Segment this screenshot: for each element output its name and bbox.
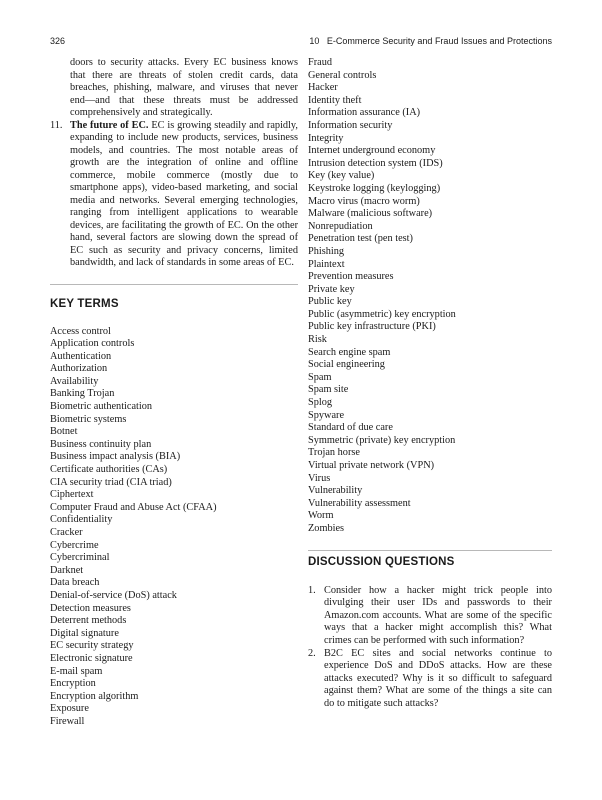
key-term: Public (asymmetric) key encryption [308,308,456,320]
key-term: General controls [308,69,377,81]
key-term: Exposure [50,703,89,715]
key-term: Social engineering [308,359,385,371]
key-term: Banking Trojan [50,388,115,400]
key-term: Public key [308,296,352,308]
key-term: Encryption algorithm [50,690,139,702]
key-term: Information security [308,119,393,131]
key-term: CIA security triad (CIA triad) [50,476,172,488]
question-number: 2. [308,647,316,659]
key-term: Macro virus (macro worm) [308,195,420,207]
key-term: Ciphertext [50,489,94,501]
key-term: Risk [308,334,327,346]
key-term: Business continuity plan [50,438,152,450]
key-terms-heading: KEY TERMS [50,297,119,310]
key-term: Availability [50,375,99,387]
key-term: Denial-of-service (DoS) attack [50,589,177,601]
key-term: Data breach [50,577,100,589]
page-header [50,36,552,50]
key-term: Digital signature [50,627,119,639]
key-term: Biometric authentication [50,401,153,413]
key-term: Standard of due care [308,422,393,434]
key-term: Virus [308,472,331,484]
key-term: Splog [308,397,333,409]
key-term: Biometric systems [50,413,127,425]
question-text: B2C EC sites and social networks continue to experience DoS and DDoS attacks. How are these attacks executed? Why is it so difficult to safeguard against them? What are some of the things a site can do to mitigate such attacks? [324,647,552,709]
key-term: Fraud [308,57,333,68]
item-text: EC is growing steadily and rapidly, expanding to include new products, services, business models, and countries. The most notable areas of growth are the integration of online and offline commerce, mobile commerce (mostly due to smartphone apps), video-based marketing, and social media and networks. Several emerging technologies, ranging from intelligent applications to wearable devices, are facilitating the growth of EC. On the other hand, several factors are slowing down the spread of EC such as security and privacy concerns, limited bandwidth, and lack of standards in some areas of EC. [70,119,298,268]
key-term: Botnet [50,426,78,438]
key-term: Cracker [50,527,83,538]
key-term: Keystroke logging (keylogging) [308,182,441,194]
key-term: Deterrent methods [50,615,127,627]
key-term: Application controls [50,338,135,350]
key-term: Information assurance (IA) [308,107,421,119]
discussion-questions-list [308,585,552,711]
question-text: Consider how a hacker might trick people into divulging their user IDs and passwords to their Amazon.com accounts. What are some of the specific ways that a hacker might accomplish this? What crimes can be performed with such information? [324,584,552,646]
key-term: Vulnerability assessment [308,497,411,509]
key-term: Electronic signature [50,652,133,664]
key-term: Public key infrastructure (PKI) [308,321,436,333]
key-term: EC security strategy [50,640,134,652]
item-body [70,120,298,270]
continued-paragraph: doors to security attacks. Every EC business knows that there are threats of stolen credit cards, data breaches, phishing, malware, and viruses that never end—and that these threats must be addressed comprehensively and strategically. [70,57,298,118]
key-term: Nonrepudiation [308,220,373,232]
key-term: Key (key value) [308,170,375,182]
key-term: Vulnerability [308,485,363,497]
key-term: Private key [308,283,355,295]
key-term: Symmetric (private) key encryption [308,434,456,446]
key-term: Zombies [308,522,345,534]
discussion-question [308,648,552,711]
key-term: Plaintext [308,258,345,270]
key-term: Confidentiality [50,514,113,526]
key-term: Firewall [50,715,85,727]
key-term: Computer Fraud and Abuse Act (CFAA) [50,501,217,513]
key-term: Authorization [50,363,108,375]
discussion-question [308,585,552,648]
key-term: Spyware [308,409,345,421]
key-term: Search engine spam [308,346,391,358]
key-term: Identity theft [308,94,362,106]
key-term: Worm [308,510,334,522]
key-terms-list-left [50,326,298,729]
key-term: Detection measures [50,602,131,614]
section-divider [308,550,552,551]
key-term: Spam [308,371,332,383]
key-term: Cybercriminal [50,552,110,564]
key-term: Certificate authorities (CAs) [50,464,168,476]
key-term: E-mail spam [50,665,103,677]
key-term: Spam site [308,384,349,396]
key-term: Prevention measures [308,271,394,283]
left-column [50,57,298,729]
key-term: Authentication [50,350,112,362]
page-number: 326 [50,36,66,46]
item-title: The future of EC. [70,119,149,131]
key-term: Virtual private network (VPN) [308,460,435,471]
key-term: Business impact analysis (BIA) [50,451,181,463]
key-terms-list-right [308,57,552,536]
item-number: 11. [50,119,63,131]
discussion-questions-heading: DISCUSSION QUESTIONS [308,555,455,568]
question-number: 1. [308,584,316,596]
key-term: Access control [50,325,111,337]
key-term: Internet underground economy [308,145,436,157]
key-term: Malware (malicious software) [308,208,433,220]
key-term: Cybercrime [50,539,99,551]
key-term: Penetration test (pen test) [308,233,413,245]
section-divider [50,284,298,285]
key-term: Darknet [50,564,84,576]
key-term: Encryption [50,678,96,690]
key-term: Integrity [308,132,344,144]
summary-item-11 [50,120,298,270]
right-column [308,57,552,711]
running-title: 10 E-Commerce Security and Fraud Issues and Protections [309,36,552,46]
key-term: Intrusion detection system (IDS) [308,157,443,169]
key-term: Phishing [308,245,345,257]
key-term: Trojan horse [308,447,360,459]
key-term: Hacker [308,82,338,94]
